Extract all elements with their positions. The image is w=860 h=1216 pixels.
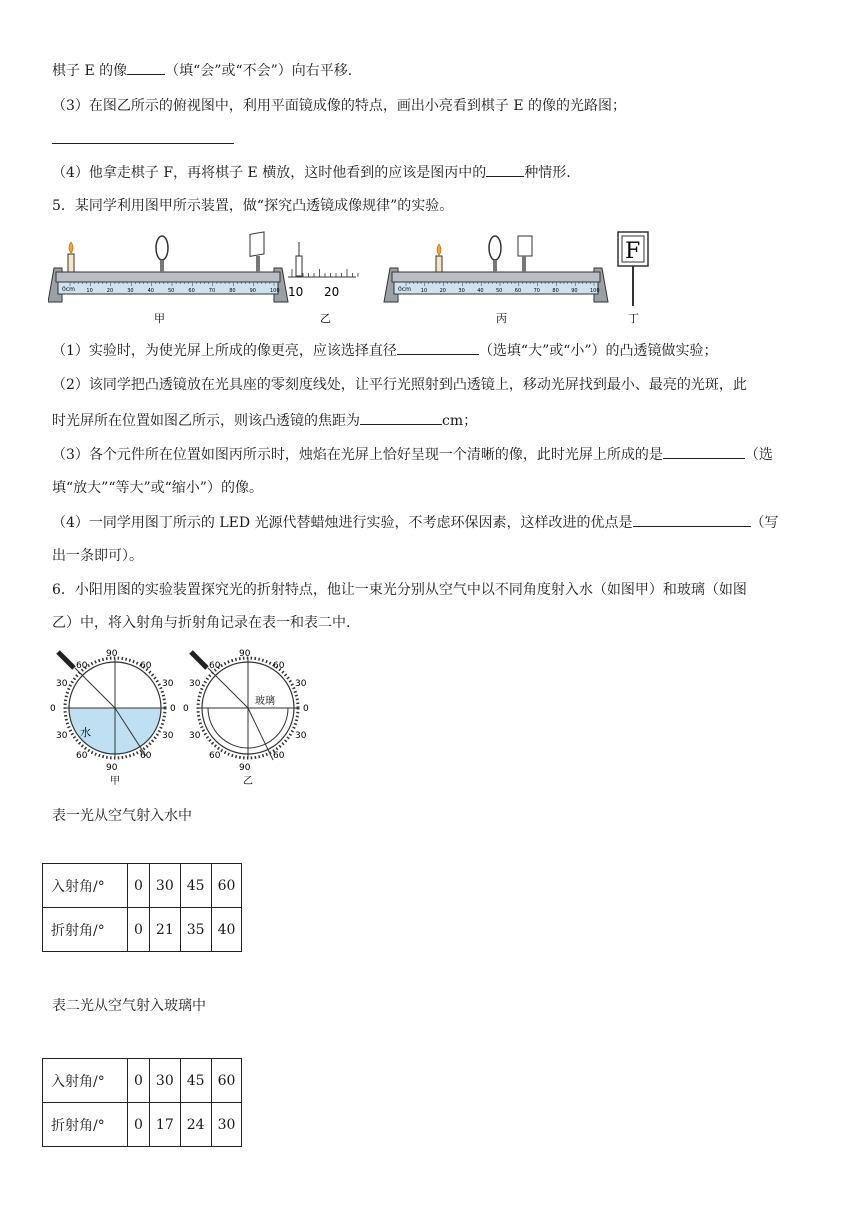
angle-label: 30	[295, 679, 307, 689]
q4-line-2	[52, 60, 352, 81]
bench-bing	[384, 236, 608, 302]
glass-label: 玻璃	[255, 696, 275, 707]
water-label: 水	[80, 726, 91, 739]
table-cell: 35	[180, 908, 211, 952]
bench-jia	[48, 232, 288, 302]
ruler-label: 80	[229, 288, 236, 294]
ruler-label: 90	[249, 288, 256, 294]
zoom-label-20: 20	[324, 285, 340, 299]
text: （写	[750, 515, 779, 531]
answer-blank[interactable]	[360, 410, 442, 425]
angle-label: 0	[50, 704, 56, 714]
answer-blank[interactable]	[633, 512, 751, 527]
table-cell: 30	[211, 1103, 242, 1147]
ruler-label: 70	[208, 288, 216, 294]
text: （4）一同学用图丁所示的 LED 光源代替蜡烛进行实验，不考虑环保因素，这样改进的优点是	[52, 515, 633, 531]
ruler-zero: 0cm	[62, 286, 75, 293]
angle-label: 30	[295, 731, 307, 741]
row-label: 入射角/°	[43, 1059, 128, 1103]
table-cell: 45	[180, 864, 211, 908]
angle-label: 60	[273, 661, 285, 671]
table-cell: 40	[211, 908, 242, 952]
question-5: 5．某同学利用图甲所示装置，做“探究凸透镜成像规律”的实验。	[52, 198, 454, 214]
text: （4）他拿走棋子 F，再将棋子 E 横放，这时他看到的应该是图丙中的	[52, 165, 487, 181]
q5-part-3b: 填“放大”“等大”或“缩小”）的像。	[52, 480, 263, 496]
dial-yi	[183, 649, 309, 773]
table-cell: 0	[128, 908, 150, 952]
angle-label: 60	[273, 751, 285, 761]
angle-label: 60	[76, 661, 88, 671]
ruler-label: 10	[86, 288, 93, 294]
text: （选	[744, 447, 773, 463]
table-row	[43, 1103, 242, 1147]
q4-part-3: （3）在图乙所示的俯视图中，利用平面镜成像的特点，画出小亮看到棋子 E 的像的光路图；	[52, 98, 627, 114]
table-1	[42, 863, 242, 952]
text: 种情形.	[524, 165, 571, 181]
ruler-label: 90	[571, 288, 578, 294]
ruler-label: 60	[188, 288, 195, 294]
row-label: 折射角/°	[43, 1103, 128, 1147]
caption-bing: 丙	[496, 312, 507, 325]
angle-label: 60	[209, 661, 221, 671]
table-cell: 0	[128, 1059, 150, 1103]
answer-blank[interactable]	[397, 340, 479, 355]
text: 时光屏所在位置如图乙所示，则该凸透镜的焦距为	[52, 413, 360, 429]
ruler-label: 70	[533, 288, 540, 294]
answer-line[interactable]	[52, 143, 234, 144]
angle-label: 30	[56, 679, 68, 689]
zoom-yi	[288, 242, 358, 299]
text: cm；	[442, 413, 478, 429]
table-cell: 60	[211, 864, 242, 908]
text: （1）实验时，为使光屏上所成的像更亮，应该选择直径	[52, 343, 397, 359]
ruler-label: 100	[590, 288, 600, 294]
caption-yi: 乙	[243, 776, 253, 787]
led-letter: F	[625, 239, 641, 264]
table-cell: 17	[149, 1103, 180, 1147]
text: 棋子 E 的像	[52, 63, 128, 79]
ruler-label: 40	[147, 288, 154, 294]
ruler-label: 100	[270, 288, 280, 294]
table-cell: 24	[180, 1103, 211, 1147]
row-label: 折射角/°	[43, 908, 128, 952]
answer-blank[interactable]	[663, 444, 745, 459]
angle-label: 30	[56, 731, 68, 741]
q4-part-4	[52, 162, 571, 183]
table-cell: 45	[180, 1059, 211, 1103]
q5-part-2a: （2）该同学把凸透镜放在光具座的零刻度线处，让平行光照射到凸透镜上，移动光屏找到最小、最亮的光斑，此	[52, 377, 747, 393]
caption-jia: 甲	[110, 776, 120, 787]
angle-label: 0	[183, 704, 189, 714]
table-cell: 0	[128, 1103, 150, 1147]
table-cell: 21	[149, 908, 180, 952]
ruler-label: 30	[127, 288, 134, 294]
table-cell: 30	[149, 1059, 180, 1103]
table-cell: 60	[211, 1059, 242, 1103]
answer-blank[interactable]	[486, 162, 524, 177]
caption-ding: 丁	[628, 312, 639, 325]
q5-part-1	[52, 340, 718, 361]
ruler-label: 50	[168, 288, 175, 294]
caption-yi: 乙	[320, 312, 331, 325]
table-cell: 30	[149, 864, 180, 908]
angle-label: 60	[140, 661, 152, 671]
caption-jia: 甲	[154, 312, 165, 325]
answer-blank[interactable]	[127, 60, 165, 75]
ruler-label: 20	[439, 288, 446, 294]
ruler-label: 40	[477, 288, 484, 294]
ruler-label: 50	[496, 288, 503, 294]
angle-label: 90	[239, 649, 251, 659]
text: （选填“大”或“小”）的凸透镜做实验；	[478, 343, 718, 359]
ruler-zero: 0cm	[398, 286, 411, 293]
table-cell: 0	[128, 864, 150, 908]
q5-part-3a	[52, 444, 773, 465]
table1-title: 表一光从空气射入水中	[52, 808, 192, 824]
angle-label: 0	[170, 704, 176, 714]
q5-part-2b	[52, 410, 477, 431]
dial-jia	[50, 649, 176, 773]
ruler-label: 20	[106, 288, 114, 294]
zoom-label-10: 10	[288, 285, 304, 299]
angle-label: 60	[76, 751, 88, 761]
ruler-label: 80	[552, 288, 559, 294]
text: （填“会”或“不会”）向右平移.	[165, 63, 353, 79]
row-label: 入射角/°	[43, 864, 128, 908]
q5-part-4b: 出一条即可）。	[52, 548, 143, 564]
angle-label: 90	[106, 649, 118, 659]
table-row	[43, 864, 242, 908]
ruler-label: 10	[420, 288, 428, 294]
led-source-ding	[618, 232, 648, 306]
table2-title: 表二光从空气射入玻璃中	[52, 998, 206, 1014]
table-2	[42, 1058, 242, 1147]
ruler-label: 30	[458, 288, 465, 294]
table-row	[43, 908, 242, 952]
angle-label: 30	[189, 679, 201, 689]
ruler-label: 60	[514, 288, 522, 294]
angle-label: 60	[209, 751, 221, 761]
angle-label: 30	[162, 731, 174, 741]
q5-part-4a	[52, 512, 779, 533]
angle-label: 30	[189, 731, 201, 741]
angle-label: 0	[303, 704, 309, 714]
figure-5-optical-bench	[48, 228, 668, 328]
angle-label: 30	[162, 679, 174, 689]
figure-6-refraction	[48, 644, 318, 790]
angle-label: 90	[239, 763, 251, 773]
text: （3）各个元件所在位置如图丙所示时，烛焰在光屏上恰好呈现一个清晰的像，此时光屏上所成的是	[52, 447, 663, 463]
angle-label: 60	[140, 751, 152, 761]
question-6b: 乙）中，将入射角与折射角记录在表一和表二中.	[52, 615, 351, 631]
question-6a: 6．小阳用图的实验装置探究光的折射特点，他让一束光分别从空气中以不同角度射入水（如图甲）和玻璃（如图	[52, 582, 747, 598]
table-row	[43, 1059, 242, 1103]
angle-label: 90	[106, 763, 118, 773]
